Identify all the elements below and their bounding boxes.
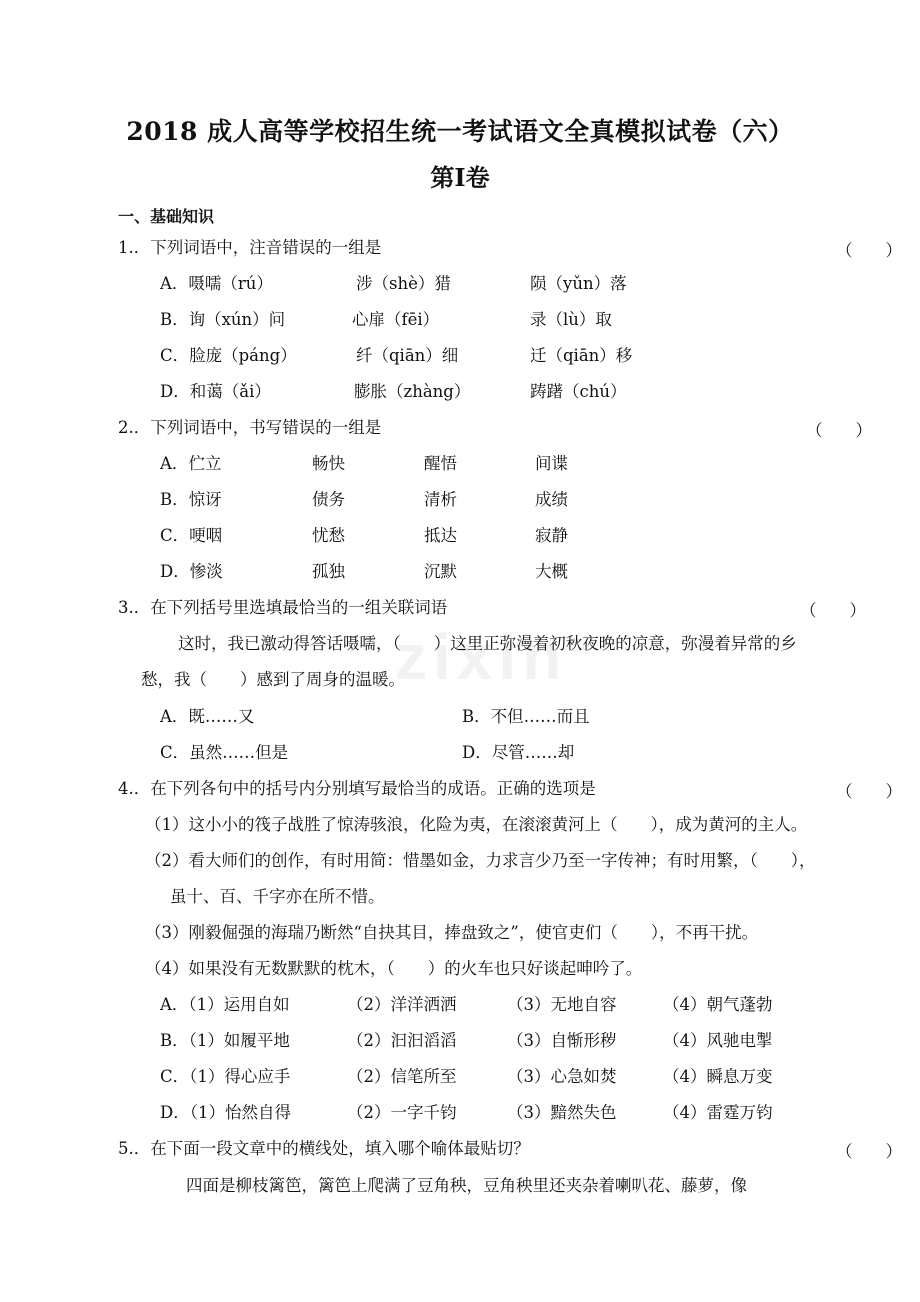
q2-option-b-3: 清析 [424,490,457,509]
q1-option-c-2: 纤（qiān）细 [356,346,459,365]
q4-option-b-1: B．（1）如履平地 [160,1031,290,1050]
q1-option-d-2: 膨胀（zhàng） [354,382,471,401]
question-1-stem: 1.．下列词语中，注音错误的一组是 [118,238,382,257]
q1-option-d-3: 踌躇（chú） [530,382,627,401]
question-4-answer-paren: （ ） [836,782,902,801]
q2-option-b-4: 成绩 [535,490,568,509]
q1-option-d-1: D．和蔼（ǎi） [160,382,271,401]
q2-option-a-4: 间谍 [535,454,568,473]
question-5-stem: 5.．在下面一段文章中的横线处，填入哪个喻体最贴切？ [118,1139,530,1158]
q1-option-c-1: C．脸庞（páng） [160,346,297,365]
q2-option-a-1: A．伫立 [160,454,222,473]
q1-option-a-2: 涉（shè）猎 [356,274,451,293]
q4-option-d-4: （4）雷霆万钧 [663,1103,773,1122]
question-3-answer-paren: （ ） [800,601,866,620]
q3-passage-line-1: 这时，我已激动得答话嗫嚅，（ ）这里正弥漫着初秋夜晚的凉意，弥漫着异常的乡 [178,634,797,653]
q4-option-a-2: （2）洋洋洒洒 [347,995,457,1014]
exam-title: 2018 成人高等学校招生统一考试语文全真模拟试卷（六） [126,117,794,146]
q4-option-c-3: （3）心急如焚 [507,1067,617,1086]
q2-option-c-1: C．哽咽 [160,526,223,545]
q1-option-a-1: A．嗫嚅（rú） [160,274,273,293]
q2-option-d-4: 大概 [535,562,568,581]
q2-option-b-1: B．惊讶 [160,490,222,509]
q2-option-d-3: 沉默 [424,562,457,581]
question-5-answer-paren: （ ） [836,1142,902,1161]
watermark: zixin [395,621,568,693]
q4-option-b-3: （3）自惭形秽 [507,1031,617,1050]
q4-option-a-3: （3）无地自容 [507,995,617,1014]
exam-subtitle: 第Ⅰ卷 [430,163,490,192]
q2-option-c-4: 寂静 [535,526,568,545]
q4-sentence-4: （4）如果没有无数默默的枕木，（ ）的火车也只好谈起呻吟了。 [145,959,643,978]
q4-option-c-1: C．（1）得心应手 [160,1067,291,1086]
q4-option-a-1: A．（1）运用自如 [160,995,290,1014]
q3-option-c: C．虽然……但是 [160,743,289,762]
q5-passage-line-1: 四面是柳枝篱笆，篱笆上爬满了豆角秧，豆角秧里还夹杂着喇叭花、藤萝，像 [186,1176,747,1195]
q1-option-b-1: B．询（xún）问 [160,310,286,329]
q3-passage-line-2: 愁，我（ ）感到了周身的温暖。 [141,670,405,689]
q2-option-a-2: 畅快 [312,454,345,473]
question-2-stem: 2.．下列词语中，书写错误的一组是 [118,418,382,437]
q3-option-b: B．不但……而且 [462,707,590,726]
q4-option-c-2: （2）信笔所至 [347,1067,457,1086]
question-4-stem: 4.．在下列各句中的括号内分别填写最恰当的成语。正确的选项是 [118,779,596,798]
q1-option-b-3: 录（lù）取 [530,310,612,329]
question-1-answer-paren: （ ） [836,241,902,260]
q4-sentence-2a: （2）看大师们的创作，有时用简：惜墨如金，力求言少乃至一字传神；有时用繁，（ ）， [145,851,816,870]
q1-option-a-3: 陨（yǔn）落 [530,274,627,293]
section-heading: 一、基础知识 [118,207,215,226]
q1-option-c-3: 迁（qiān）移 [530,346,633,365]
q2-option-d-2: 孤独 [312,562,345,581]
q2-option-d-1: D．惨淡 [160,562,223,581]
question-2-answer-paren: （ ） [806,421,872,440]
q4-option-b-4: （4）风驰电掣 [663,1031,773,1050]
q3-option-a: A．既……又 [160,707,255,726]
q4-option-a-4: （4）朝气蓬勃 [663,995,773,1014]
q1-option-b-2: 心扉（fēi） [352,310,440,329]
q4-option-d-1: D．（1）怡然自得 [160,1103,291,1122]
q2-option-c-2: 忧愁 [312,526,345,545]
q4-sentence-1: （1）这小小的筏子战胜了惊涛骇浪，化险为夷，在滚滚黄河上（ ），成为黄河的主人。 [145,815,808,834]
q4-option-b-2: （2）汩汩滔滔 [347,1031,457,1050]
q4-sentence-3: （3）刚毅倔强的海瑞乃断然“自抉其目，捧盘致之”，使官吏们（ ），不再干扰。 [145,923,759,942]
q2-option-c-3: 抵达 [424,526,457,545]
q3-option-d: D．尽管……却 [462,743,575,762]
q4-option-d-3: （3）黯然失色 [507,1103,617,1122]
q2-option-a-3: 醒悟 [424,454,457,473]
q4-option-c-4: （4）瞬息万变 [663,1067,773,1086]
q4-sentence-2b: 虽十、百、千字亦在所不惜。 [170,887,385,906]
question-3-stem: 3.．在下列括号里选填最恰当的一组关联词语 [118,598,448,617]
q2-option-b-2: 债务 [312,490,345,509]
q4-option-d-2: （2）一字千钧 [347,1103,457,1122]
